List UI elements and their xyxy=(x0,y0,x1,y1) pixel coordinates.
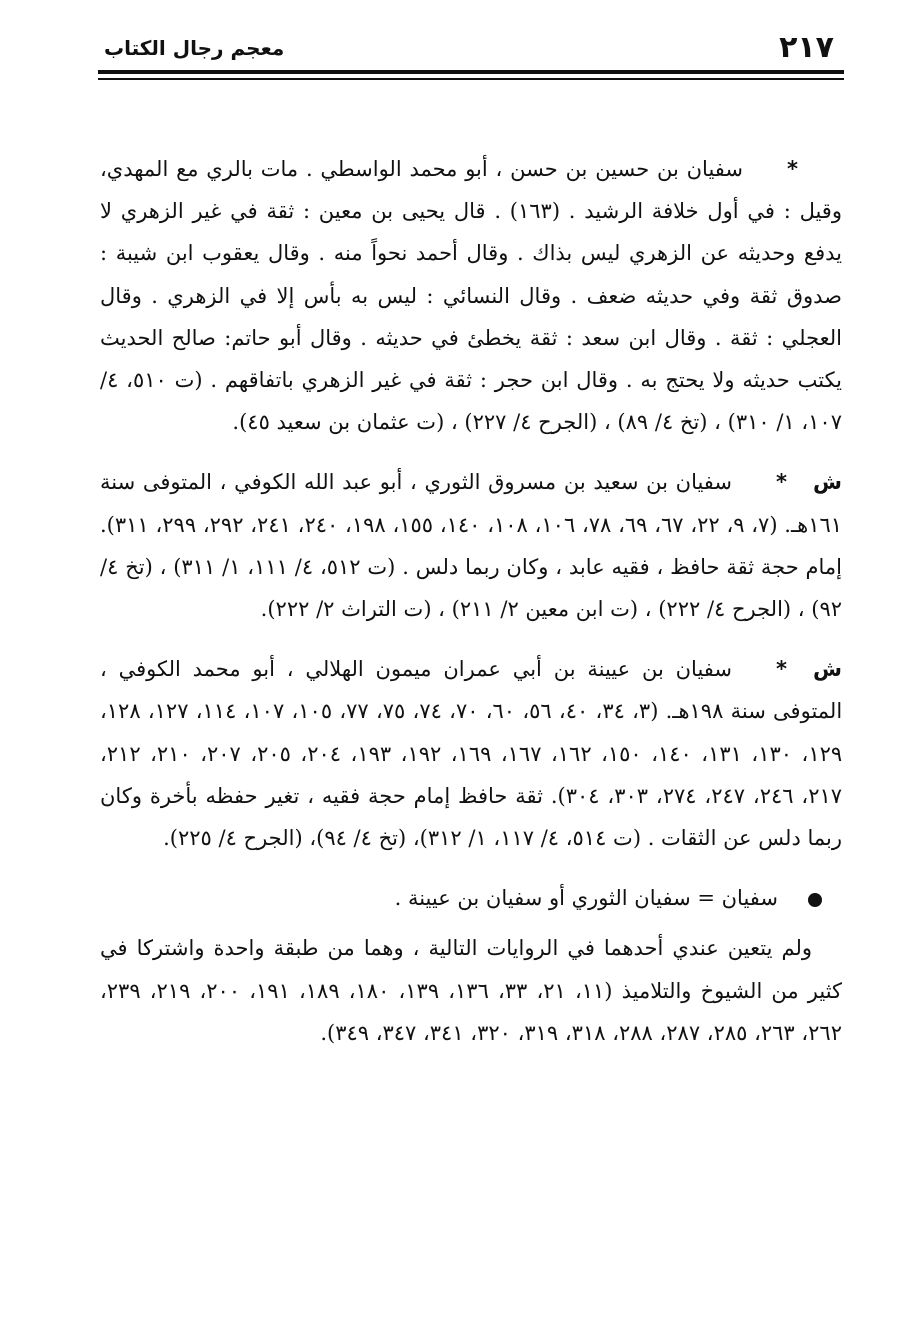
entry-text: سفيان بن سعيد بن مسروق الثوري ، أبو عبد الله الكوفي ، المتوفى سنة ١٦١هـ. (٧، ٩، ٢٢، ٦٧، ٦٩، ٧٨، ١٠٦، ١٠٨، ١٤٠، ١٥٥، ١٩٨، ٢٤٠، ٢٤١، ٢٩٢، ٢٩٩، ٣١١). إمام حجة ثقة حافظ ، فقيه عابد ، وكان ربما دلس . (ت ٥١٢، ٤/ ١١١، ١/ ٣١١) ، (تخ ٤/ ٩٢) ، (الجرح ٤/ ٢٢٢) ، (ت ابن معين ٢/ ٢١١) ، (ت التراث ٢/ ٢٢٢). xyxy=(100,470,843,622)
entry-sufyan-ibn-husayn xyxy=(100,148,842,443)
entry-paragraph xyxy=(100,648,842,859)
entry-sufyan-ibn-uyayna xyxy=(100,648,842,859)
note-block xyxy=(100,927,842,1054)
header-rule-thick xyxy=(98,70,844,74)
asterisk-icon: * xyxy=(787,157,798,181)
page-number: ٢١٧ xyxy=(779,30,834,65)
entry-marker: ش xyxy=(813,470,842,495)
note-paragraph: ولم يتعين عندي أحدهما في الروايات التالية ، وهما من طبقة واحدة واشتركا في كثير من الشيوخ والتلاميذ (١١، ٢١، ٣٣، ١٣٦، ١٣٩، ١٨٠، ١٨٩، ١٩١، ٢٠٠، ٢١٩، ٢٣٩، ٢٦٢، ٢٦٣، ٢٨٥، ٢٨٧، ٢٨٨، ٣١٨، ٣١٩، ٣٢٠، ٣٤١، ٣٤٧، ٣٤٩). xyxy=(100,936,843,1045)
bullet-entry xyxy=(100,877,842,919)
running-title: معجم رجال الكتاب xyxy=(104,36,285,60)
entry-paragraph xyxy=(100,461,842,630)
asterisk-icon: * xyxy=(776,657,788,682)
entry-text: سفيان بن حسين بن حسن ، أبو محمد الواسطي . مات بالري مع المهدي، وقيل : في أول خلافة الرشيد . (١٦٣) . قال يحيى بن معين : ثقة في غير الزهري لا يدفع وحديثه عن الزهري ليس بذاك . وقال أحمد نحواً منه . وقال يعقوب ابن شيبة : صدوق ثقة وفي حديثه ضعف . وقال النسائي : ليس به بأس إلا في الزهري . وقال العجلي : ثقة . وقال ابن سعد : ثقة يخطئ في حديثه . وقال أبو حاتم: صالح الحديث يكتب حديثه ولا يحتج به . وقال ابن حجر : ثقة في غير الزهري باتفاقهم . (ت ٥١٠، ٤/ ١٠٧، ١/ ٣١٠) ، (تخ ٤/ ٨٩) ، (الجرح ٤/ ٢٢٧) ، (ت عثمان بن سعيد ٤٥). xyxy=(100,157,843,435)
page-content xyxy=(100,148,842,1054)
bullet-dot-icon xyxy=(808,893,822,907)
page-header xyxy=(98,28,844,68)
header-rule-thin xyxy=(98,78,844,80)
bullet-text: سفيان = سفيان الثوري أو سفيان بن عيينة . xyxy=(394,886,778,911)
entry-text: سفيان بن عيينة بن أبي عمران ميمون الهلالي ، أبو محمد الكوفي ، المتوفى سنة ١٩٨هـ. (٣، ٣٤، ٤٠، ٥٦، ٦٠، ٧٠، ٧٤، ٧٥، ٧٧، ١٠٥، ١٠٧، ١١٤، ١٢٧، ١٢٨، ١٢٩، ١٣٠، ١٣١، ١٤٠، ١٥٠، ١٦٢، ١٦٧، ١٦٩، ١٩٢، ١٩٣، ٢٠٤، ٢٠٥، ٢٠٧، ٢١٠، ٢١٢، ٢١٧، ٢٤٦، ٢٤٧، ٢٧٤، ٣٠٣، ٣٠٤). ثقة حافظ إمام حجة فقيه ، تغير حفظه بأخرة وكان ربما دلس عن الثقات . (ت ٥١٤، ٤/ ١١٧، ١/ ٣١٢)، (تخ ٤/ ٩٤)، (الجرح ٤/ ٢٢٥). xyxy=(100,657,843,851)
entry-sufyan-al-thawri xyxy=(100,461,842,630)
entry-paragraph xyxy=(100,148,842,443)
entry-marker: ش xyxy=(813,657,842,682)
asterisk-icon: * xyxy=(776,470,788,495)
